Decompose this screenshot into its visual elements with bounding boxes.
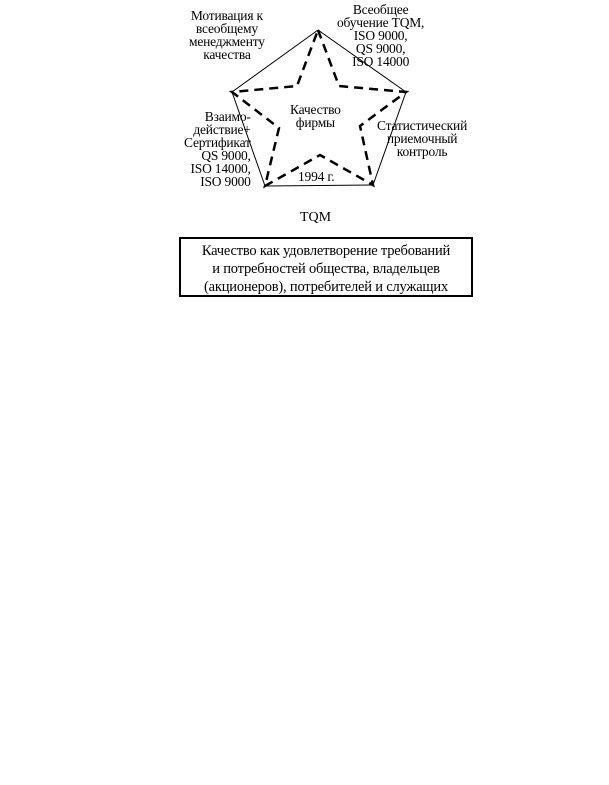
training-label: Всеобщее обучение TQM, ISO 9000, QS 9000, ISO 14000 — [337, 2, 425, 69]
quality-definition-box: Качество как удовлетворение требований и потребностей общества, владельцев (акционеров), потребителей и служащих — [179, 237, 473, 297]
motivation-label: Мотивация к всеобщему менеджменту качества — [189, 8, 265, 62]
statistical-control-label: Статистический приемочный контроль — [377, 118, 468, 159]
tqm-caption: TQM — [300, 210, 332, 225]
year-label: 1994 г. — [298, 169, 335, 184]
interaction-label: Взаимо- действие+ Сертификат QS 9000, ISO 14000, ISO 9000 — [184, 109, 251, 189]
center-label: Качество фирмы — [290, 102, 341, 130]
